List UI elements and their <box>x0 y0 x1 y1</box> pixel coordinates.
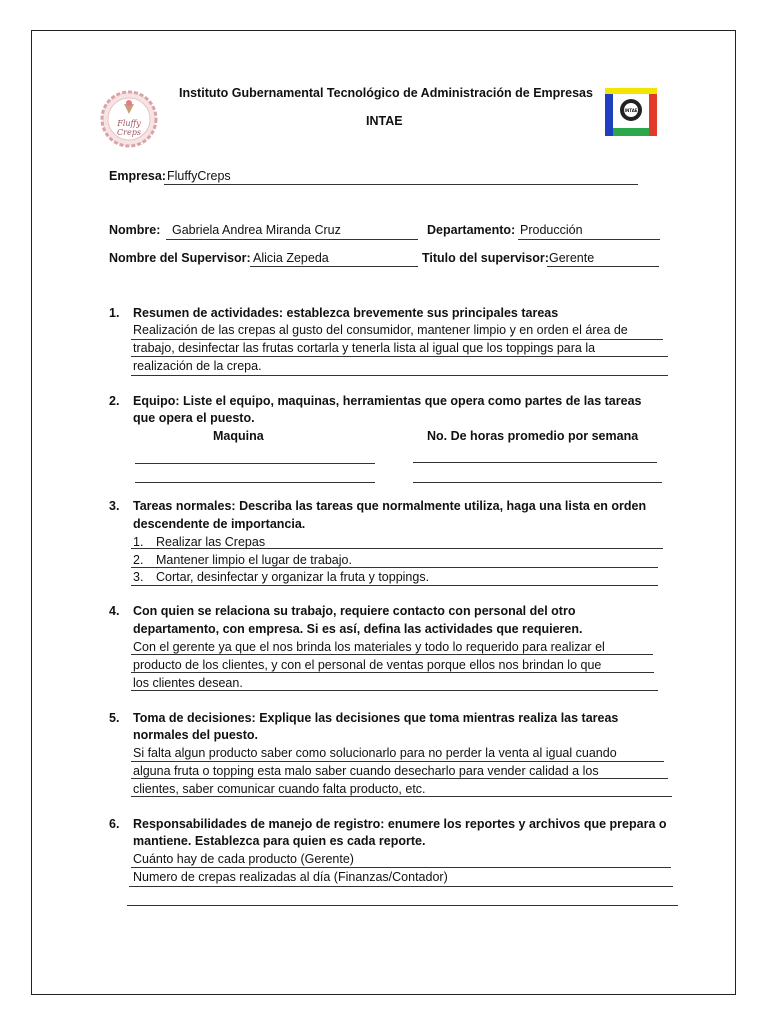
q4-question-line: departamento, con empresa. Si es así, defina las actividades que requieren. <box>133 622 583 636</box>
q2-blank-rule <box>413 482 662 483</box>
q3-rule <box>131 567 658 568</box>
q3-rule <box>131 548 663 549</box>
intae-logo <box>605 88 657 136</box>
q3-item-text: Cortar, desinfectar y organizar la fruta y toppings. <box>156 570 430 584</box>
supervisor-label: Nombre del Supervisor: <box>109 251 251 265</box>
departamento-value: Producción <box>520 223 583 237</box>
q5-answer-line: alguna fruta o topping esta malo saber cuando desecharlo para vender calidad a los <box>133 764 599 778</box>
q5-number: 5. <box>109 711 120 725</box>
q4-answer-line: los clientes desean. <box>133 676 243 690</box>
q6-rule <box>129 886 673 887</box>
q2-col-horas: No. De horas promedio por semana <box>427 429 639 443</box>
q5-answer-line: Si falta algun producto saber como solucionarlo para no perder la venta al igual cuando <box>133 746 617 760</box>
q5-rule <box>131 778 668 779</box>
nombre-value: Gabriela Andrea Miranda Cruz <box>172 223 341 237</box>
q2-question-line: Equipo: Liste el equipo, maquinas, herramientas que opera como partes de las tareas <box>133 394 642 408</box>
nombre-label: Nombre: <box>109 223 161 237</box>
supervisor-value: Alicia Zepeda <box>253 251 329 265</box>
q1-rule <box>131 339 663 340</box>
q3-item-number: 3. <box>133 570 144 584</box>
q6-answer-line: Cuánto hay de cada producto (Gerente) <box>133 852 354 866</box>
q2-col-maquina: Maquina <box>213 429 264 443</box>
q3-item-number: 1. <box>133 535 144 549</box>
q6-rule <box>131 867 671 868</box>
titulo-supervisor-label: Titulo del supervisor: <box>422 251 549 265</box>
q4-rule <box>131 654 653 655</box>
titulo-supervisor-value: Gerente <box>549 251 595 265</box>
q3-question-line: Tareas normales: Describa las tareas que normalmente utiliza, haga una lista en orden <box>133 499 647 513</box>
departamento-label: Departamento: <box>427 223 516 237</box>
q3-item-text: Realizar las Crepas <box>156 535 266 549</box>
q2-question-line: que opera el puesto. <box>133 411 255 425</box>
q3-item-text: Mantener limpio el lugar de trabajo. <box>156 553 352 567</box>
empresa-label: Empresa: <box>109 169 166 183</box>
institute-acronym: INTAE <box>366 114 403 128</box>
q5-rule <box>131 796 672 797</box>
departamento-underline <box>518 239 660 240</box>
q4-rule <box>131 672 654 673</box>
empresa-underline <box>164 184 638 185</box>
fluffy-creps-logo <box>100 90 158 148</box>
q5-question-line: normales del puesto. <box>133 728 259 742</box>
q1-answer-line: trabajo, desinfectar las frutas cortarla y tenerla lista al igual que los toppings para la <box>133 341 596 355</box>
q2-number: 2. <box>109 394 120 408</box>
q2-blank-rule <box>135 482 375 483</box>
q1-answer-line: realización de la crepa. <box>133 359 262 373</box>
q4-answer-line: Con el gerente ya que el nos brinda los materiales y todo lo requerido para realizar el <box>133 640 605 654</box>
institute-name: Instituto Gubernamental Tecnológico de Administración de Empresas <box>179 86 593 100</box>
q3-item-number: 2. <box>133 553 144 567</box>
q2-blank-rule <box>135 463 375 464</box>
q6-answer-line: Numero de crepas realizadas al día (Finanzas/Contador) <box>133 870 448 884</box>
q5-question-line: Toma de decisiones: Explique las decisiones que toma mientras realiza las tareas <box>133 711 619 725</box>
q4-rule <box>131 690 658 691</box>
nombre-underline <box>166 239 418 240</box>
q1-rule <box>131 375 668 376</box>
svg-text:Fluffy: Fluffy <box>117 119 141 128</box>
supervisor-underline <box>250 266 418 267</box>
q1-rule <box>131 356 668 357</box>
q4-answer-line: producto de los clientes, y con el personal de ventas porque ellos nos brindan lo que <box>133 658 602 672</box>
svg-text:INTAE: INTAE <box>624 108 638 113</box>
q2-blank-rule <box>413 462 657 463</box>
empresa-value: FluffyCreps <box>167 169 231 183</box>
q6-question-line: mantiene. Establezca para quien es cada reporte. <box>133 834 426 848</box>
q6-number: 6. <box>109 817 120 831</box>
q6-rule <box>127 905 678 906</box>
q4-number: 4. <box>109 604 120 618</box>
q6-question-line: Responsabilidades de manejo de registro: enumere los reportes y archivos que prepara o <box>133 817 667 831</box>
q3-number: 3. <box>109 499 120 513</box>
q3-rule <box>131 585 658 586</box>
q4-question-line: Con quien se relaciona su trabajo, requiere contacto con personal del otro <box>133 604 576 618</box>
q5-rule <box>131 761 664 762</box>
q5-answer-line: clientes, saber comunicar cuando falta producto, etc. <box>133 782 426 796</box>
q1-answer-line: Realización de las crepas al gusto del consumidor, mantener limpio y en orden el área de <box>133 323 628 337</box>
q1-number: 1. <box>109 306 120 320</box>
svg-text:Creps: Creps <box>117 128 141 137</box>
q3-question-line: descendente de importancia. <box>133 517 306 531</box>
titulo-supervisor-underline <box>547 266 659 267</box>
q1-question: Resumen de actividades: establezca brevemente sus principales tareas <box>133 306 559 320</box>
